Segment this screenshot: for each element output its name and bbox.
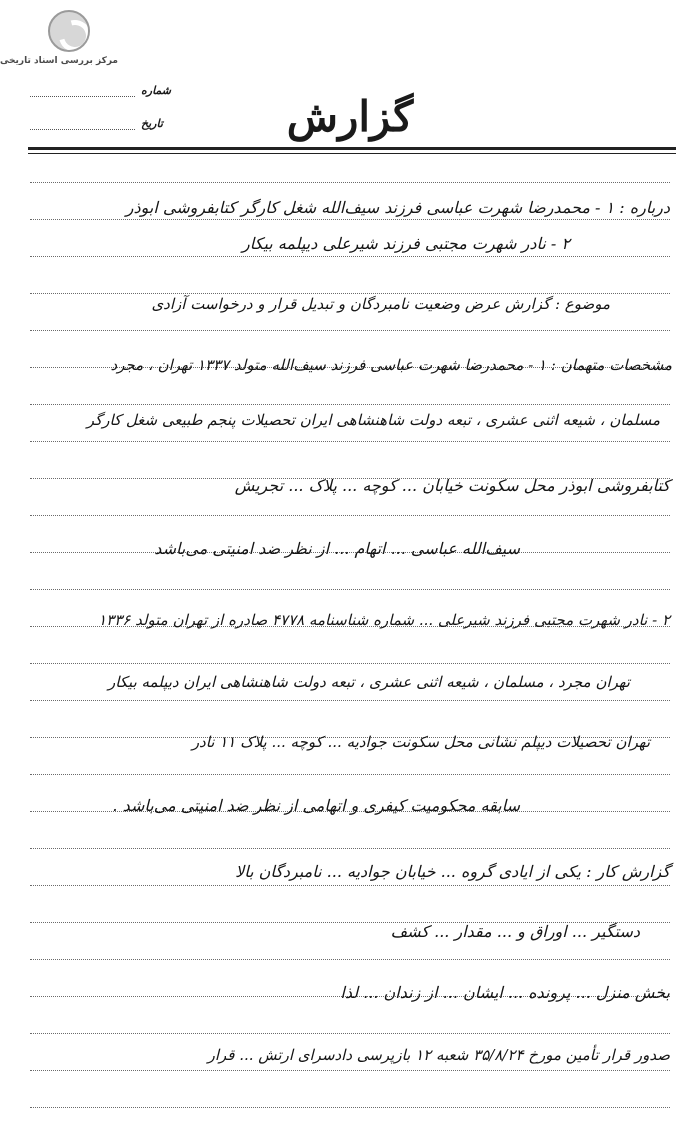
number-field <box>30 84 171 97</box>
ruled-line <box>30 182 670 183</box>
handwritten-line: موضوع : گزارش عرض وضعیت نامبردگان و تبدیل قرار و درخواست آزادی <box>151 295 610 313</box>
handwritten-line: درباره : ۱ - محمدرضا شهرت عباسی فرزند سیف‌الله شغل کارگر کتابفروشی ابوذر <box>125 198 670 217</box>
date-field <box>30 117 163 130</box>
archive-logo <box>0 10 118 80</box>
ruled-line <box>30 1107 670 1108</box>
archive-logo-icon <box>48 10 90 52</box>
handwritten-line: صدور قرار تأمین مورخ ۳۵/۸/۲۴ شعبه ۱۲ بازپرسی دادسرای ارتش ... قرار <box>207 1046 670 1064</box>
handwritten-line: تهران مجرد ، مسلمان ، شیعه اثنی عشری ، تبعه دولت شاهنشاهی ایران دیپلمه بیکار <box>107 673 630 691</box>
ruled-line <box>30 848 670 849</box>
handwritten-line: سیف‌الله عباسی ... اتهام ... از نظر ضد امنیتی می‌باشد <box>154 539 520 558</box>
number-blank <box>30 96 135 97</box>
handwritten-line: کتابفروشی ابوذر محل سکونت خیابان ... کوچه ... پلاک ... تجریش <box>234 476 670 495</box>
handwritten-line: بخش منزل ... پرونده ... ایشان ... از زندان ... لذا <box>340 983 670 1002</box>
handwritten-line: تهران تحصیلات دیپلم نشانی محل سکونت جوادیه ... کوچه ... پلاک ۱۱ نادر <box>191 733 650 751</box>
date-label: تاریخ <box>141 117 163 130</box>
ruled-line <box>30 404 670 405</box>
ruled-line <box>30 256 670 257</box>
ruled-line <box>30 774 670 775</box>
page-title: گزارش <box>286 92 414 141</box>
handwritten-line: ۲ - نادر شهرت مجتبی فرزند شیرعلی دیپلمه بیکار <box>242 234 570 253</box>
handwritten-line: ۲ - نادر شهرت مجتبی فرزند شیرعلی ... شماره شناسنامه ۴۷۷۸ صادره از تهران متولد ۱۳۳۶ <box>98 611 670 629</box>
ruled-line <box>30 330 670 331</box>
handwritten-line: سابقه محکومیت کیفری و اتهامی از نظر ضد امنیتی می‌باشد . <box>112 796 520 815</box>
ruled-line <box>30 293 670 294</box>
ruled-line <box>30 515 670 516</box>
ruled-line <box>30 1070 670 1071</box>
header-divider-thin <box>28 153 676 154</box>
archive-logo-text: مرکز بررسی اسناد تاریخی <box>0 56 118 66</box>
header-divider <box>28 147 676 150</box>
handwritten-line: گزارش کار : یکی از ایادی گروه ... خیابان جوادیه ... نامبردگان بالا <box>235 862 670 881</box>
handwritten-line: مسلمان ، شیعه اثنی عشری ، تبعه دولت شاهنشاهی ایران تحصیلات پنجم طبیعی شغل کارگر <box>86 411 660 429</box>
ruled-line <box>30 959 670 960</box>
ruled-line <box>30 219 670 220</box>
ruled-line <box>30 700 670 701</box>
handwritten-line: مشخصات متهمان : ۱ - محمدرضا شهرت عباسی فرزند سیف‌الله متولد ۱۳۳۷ تهران ، مجرد <box>110 356 672 374</box>
ruled-line <box>30 441 670 442</box>
ruled-line <box>30 1033 670 1034</box>
ruled-line <box>30 885 670 886</box>
ruled-line <box>30 663 670 664</box>
handwritten-line: دستگیر ... اوراق و ... مقدار ... کشف <box>390 922 640 941</box>
date-blank <box>30 129 135 130</box>
number-label: شماره <box>141 84 172 97</box>
ruled-line <box>30 589 670 590</box>
